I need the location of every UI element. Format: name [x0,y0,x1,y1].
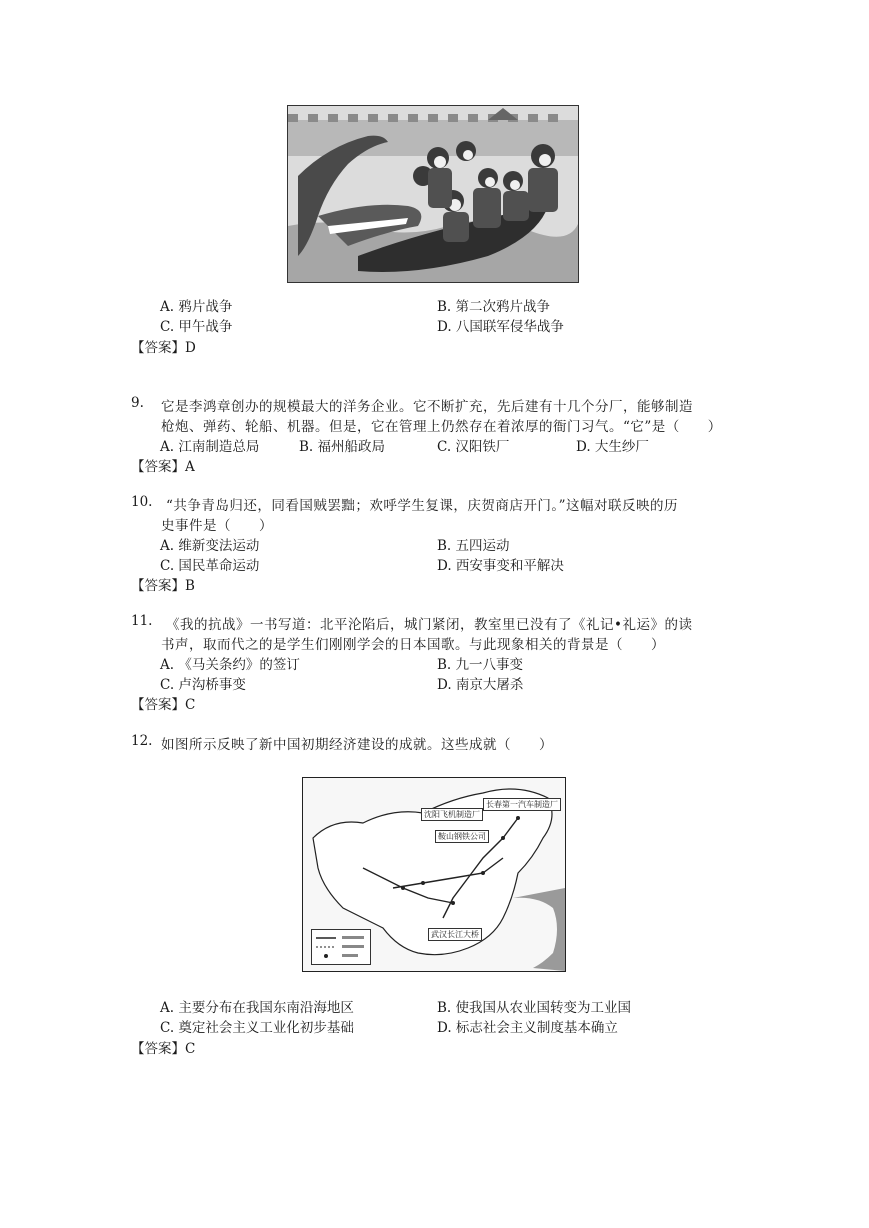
q12-number: 12. [131,733,153,749]
map-label-shenyang: 沈阳飞机制造厂 [421,808,483,821]
q10-option-c: C. 国民革命运动 [160,558,260,574]
q10-option-a: A. 维新变法运动 [160,538,260,554]
q12-stem: 如图所示反映了新中国初期经济建设的成就。这些成就（ ） [161,737,553,753]
q12-option-b: B. 使我国从农业国转变为工业国 [437,1000,632,1016]
q12-option-a: A. 主要分布在我国东南沿海地区 [160,1000,354,1016]
q12-option-c: C. 奠定社会主义工业化初步基础 [160,1020,354,1036]
q8-option-b: B. 第二次鸦片战争 [437,299,551,315]
q10-option-d: D. 西安事变和平解决 [437,558,564,574]
q11-stem-line2: 书声，取而代之的是学生们刚刚学会的日本国歌。与此现象相关的背景是（ ） [161,637,665,653]
cartoon-illustration [288,106,578,282]
q11-option-b: B. 九一八事变 [437,657,524,673]
map-label-anshan: 鞍山钢铁公司 [435,830,489,843]
q10-stem-line1: “共争青岛归还，同看国贼罢黜；欢呼学生复课，庆贺商店开门。”这幅对联反映的历 [166,498,679,514]
q12-option-d: D. 标志社会主义制度基本确立 [437,1020,618,1036]
q9-option-b: B. 福州船政局 [299,439,386,455]
q11-option-d: D. 南京大屠杀 [437,677,524,693]
q10-option-b: B. 五四运动 [437,538,510,554]
q11-stem-line1: 《我的抗战》一书写道：北平沦陷后，城门紧闭，教室里已没有了《礼记•礼运》的读 [166,617,693,633]
q8-answer: 【答案】D [131,340,196,356]
q9-option-c: C. 汉阳铁厂 [437,439,510,455]
q8-option-c: C. 甲午战争 [160,319,233,335]
q10-stem-line2: 史事件是（ ） [161,518,273,534]
q9-option-d: D. 大生纱厂 [576,439,649,455]
q9-stem-line2: 枪炮、弹药、轮船、机器。但是，它在管理上仍然存在着浓厚的衙门习气。“它”是（ ） [161,419,722,435]
q12-answer: 【答案】C [131,1041,196,1057]
cartoon-figure [287,105,579,283]
q9-answer: 【答案】A [131,459,195,475]
map-label-wuhan-bridge: 武汉长江大桥 [428,928,482,941]
q11-number: 11. [131,613,153,629]
industry-map [302,777,566,972]
q11-option-c: C. 卢沟桥事变 [160,677,246,693]
q9-option-a: A. 江南制造总局 [160,439,260,455]
q10-answer: 【答案】B [131,578,195,594]
q8-option-d: D. 八国联军侵华战争 [437,319,564,335]
map-legend [311,929,371,965]
map-label-changchun: 长春第一汽车制造厂 [483,798,561,811]
q11-answer: 【答案】C [131,697,196,713]
q9-stem-line1: 它是李鸿章创办的规模最大的洋务企业。它不断扩充，先后建有十几个分厂，能够制造 [161,399,693,415]
q8-option-a: A. 鸦片战争 [160,299,233,315]
q10-number: 10. [131,494,153,510]
q11-option-a: A. 《马关条约》的签订 [160,657,300,673]
q9-number: 9. [131,395,144,411]
